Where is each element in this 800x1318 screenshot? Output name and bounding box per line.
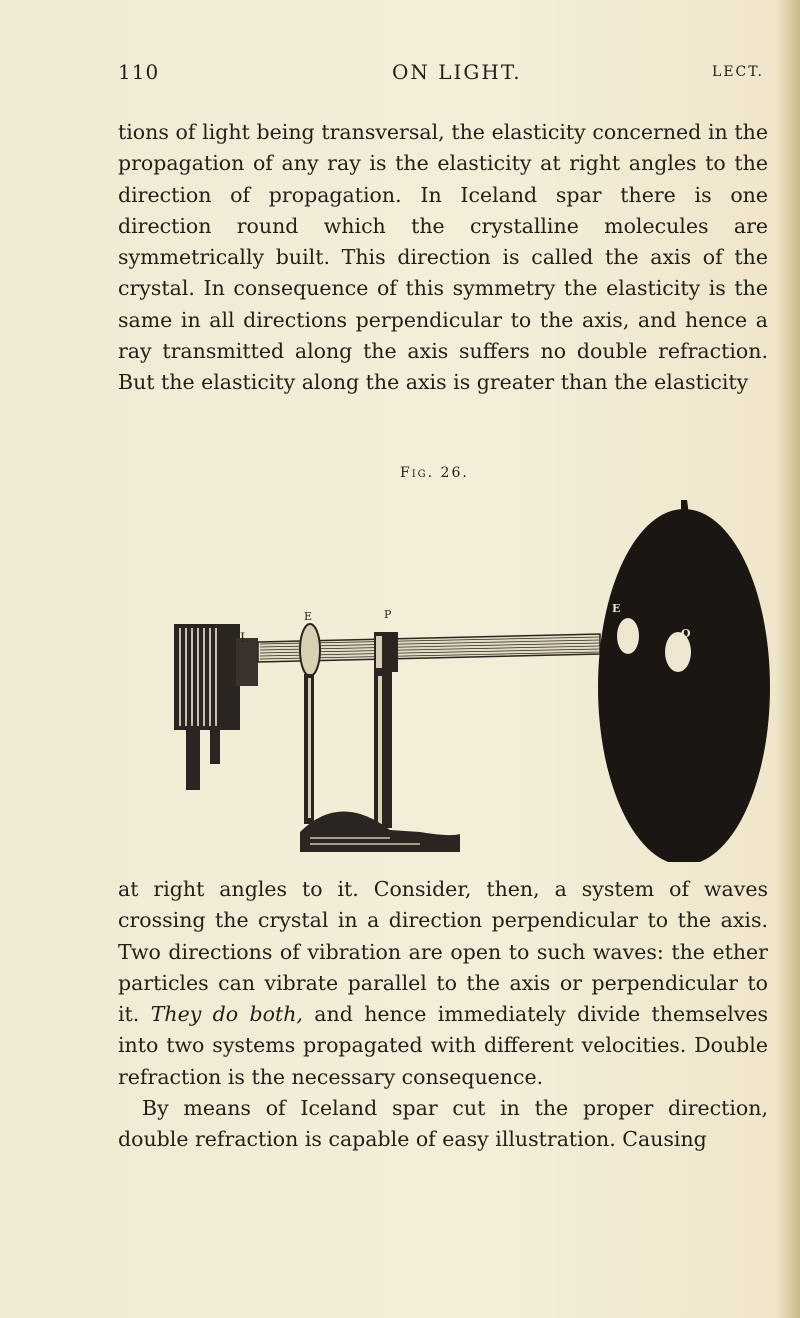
page-number: 110 [118,60,160,84]
running-title: ON LIGHT. [392,60,522,84]
figure-26-illustration [160,492,770,862]
extraordinary-image [617,618,639,654]
paragraph-2-start: at right angles to it. Consider, then, a system of waves crossing the crystal in a direction perpendicular to the axis. Two directions of vibration are open to such waves: the ether particles can vibrate parallel to the axis or perpendicular to it. [118,877,768,1027]
label-ordinary: O [681,627,691,640]
text-block-bottom [118,874,768,1156]
paragraph-2-end: and hence immediately divide themselves into two systems propagated with different velocities. Double refraction is the necessary consequence. [118,1002,768,1089]
light-tube [258,624,600,676]
paragraph-1: tions of light being transversal, the elasticity concerned in the propagation of any ray is the elasticity at right angles to the direction of propagation. In Iceland spar there is one direction round which the crystalline molecules are symmetrically built. This direction is called the axis of the crystal. In consequence of this symmetry the elasticity is the same in all directions perpendicular to the axis, and hence a ray transmitted along the axis suffers no double refraction. But the elasticity along the axis is greater than the elasticity [118,120,768,395]
text-block-top [118,117,768,399]
section-label: LECT. [712,64,764,80]
paragraph-3: By means of Iceland spar cut in the proper direction, double refraction is capable of easy illustration. Causing [118,1096,768,1152]
label-prism: P [384,608,392,621]
stand [300,672,460,852]
label-lens: E [304,610,313,623]
running-header [118,60,768,90]
label-extraordinary: E [612,602,621,615]
paragraph-2-emphasis: They do both, [150,1002,303,1027]
figure-caption: Fig. 26. [400,465,469,481]
paragraph-2 [118,874,768,1093]
label-lamp: L [240,631,249,646]
lamp-housing [174,624,258,790]
projection-screen [598,500,770,862]
